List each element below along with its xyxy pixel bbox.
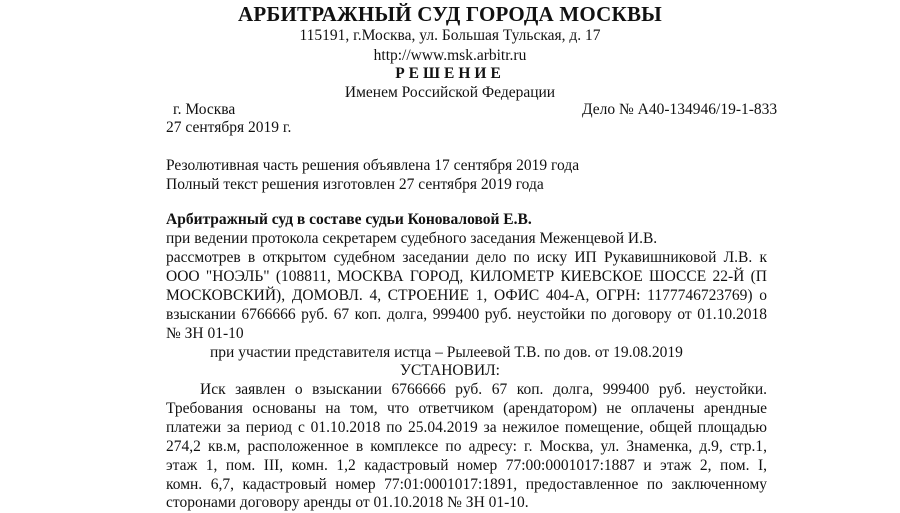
- paragraph-line: 274,2 кв.м, расположенное в комплексе по адресу: г. Москва, ул. Знаменка, д.9, стр.1,: [166, 437, 767, 455]
- decision-date: 27 сентября 2019 г.: [166, 119, 292, 136]
- paragraph-line: № ЗН 01-10: [166, 324, 244, 342]
- court-address: 115191, г.Москва, ул. Большая Тульская, д. 17: [299, 27, 601, 44]
- participation-line: при участии представителя истца – Рылеевой Т.В. по дов. от 19.08.2019: [210, 344, 683, 361]
- court-website: http://www.msk.arbitr.ru: [373, 47, 527, 64]
- paragraph-line: сторонами договору аренды от 01.10.2018 № ЗН 01-10.: [166, 494, 529, 512]
- full-text-announcement: Полный текст решения изготовлен 27 сентября 2019 года: [166, 176, 544, 193]
- document-type-heading: РЕШЕНИЕ: [395, 65, 505, 82]
- paragraph-line: МОСКОВСКИЙ), ДОМОВЛ. 4, СТРОЕНИЕ 1, ОФИС 404-А, ОГРН: 1177746723769) о: [166, 286, 767, 304]
- paragraph-line: комн. 6,7, кадастровый номер 77:01:0001017:1891, предоставленное по заключенному: [166, 475, 767, 493]
- paragraph-line: платежи за период с 01.10.2018 по 25.04.2019 за нежилое помещение, общей площадью: [166, 418, 767, 436]
- established-heading: УСТАНОВИЛ:: [400, 362, 500, 379]
- case-number: Дело № А40-134946/19-1-833: [582, 101, 778, 118]
- paragraph-line: ООО "НОЭЛЬ" (108811, МОСКВА ГОРОД, КИЛОМЕТР КИЕВСКОЕ ШОССЕ 22-Й (П: [166, 267, 767, 285]
- court-name-heading: АРБИТРАЖНЫЙ СУД ГОРОДА МОСКВЫ: [238, 2, 662, 26]
- case-description-paragraph: [166, 249, 767, 344]
- secretary-line: при ведении протокола секретарем судебного заседания Меженцевой И.В.: [166, 230, 658, 247]
- court-composition: Арбитражный суд в составе судьи Коноваловой Е.В.: [166, 211, 532, 228]
- operative-part-announcement: Резолютивная часть решения объявлена 17 сентября 2019 года: [166, 157, 580, 174]
- established-paragraph: [166, 381, 767, 513]
- paragraph-line: Иск заявлен о взыскании 6766666 руб. 67 коп. долга, 999400 руб. неустойки.: [200, 381, 767, 398]
- paragraph-line: взыскании 6766666 руб. 67 коп. долга, 999400 руб. неустойки по договору от 01.10.2018: [166, 305, 767, 323]
- paragraph-line: этаж 1, пом. III, комн. 1,2 кадастровый номер 77:00:0001017:1887 и этаж 2, пом. I,: [166, 456, 767, 474]
- city-label: г. Москва: [173, 101, 236, 118]
- paragraph-line: рассмотрев в открытом судебном заседании дело по иску ИП Рукавишниковой Л.В. к: [166, 249, 767, 266]
- paragraph-line: Требования основаны на том, что ответчиком (арендатором) не оплачены арендные: [166, 399, 767, 417]
- document-subtitle: Именем Российской Федерации: [344, 84, 556, 101]
